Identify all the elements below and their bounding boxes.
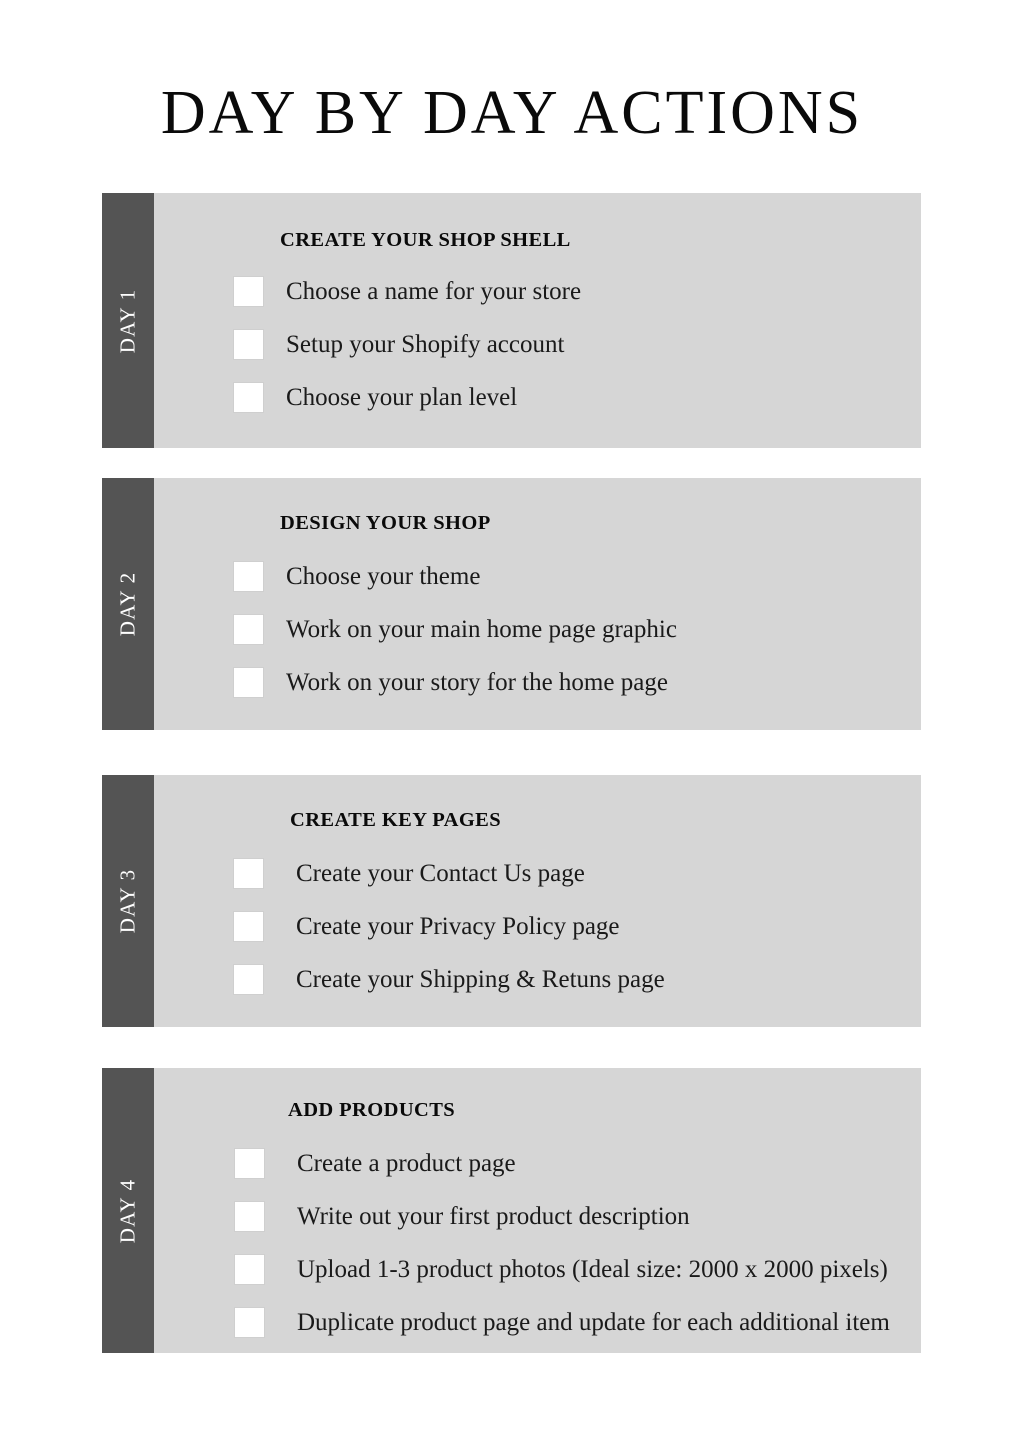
day-label-3: DAY 3 (115, 868, 140, 934)
day-panel-4 (154, 1068, 921, 1353)
checkbox-icon[interactable] (234, 1201, 265, 1232)
list-item-label: Work on your story for the home page (286, 669, 668, 696)
list-item[interactable] (233, 964, 665, 995)
day-section-1 (102, 193, 921, 448)
page-title: DAY BY DAY ACTIONS (160, 79, 864, 147)
list-item[interactable] (233, 561, 480, 592)
list-item-label: Create your Contact Us page (296, 860, 585, 887)
list-item[interactable] (234, 1148, 516, 1179)
day-section-2 (102, 478, 921, 730)
checkbox-icon[interactable] (233, 614, 264, 645)
list-item[interactable] (234, 1307, 890, 1338)
list-item-label: Choose your theme (286, 563, 481, 590)
day-label-bar-1 (102, 193, 154, 448)
list-item-label: Choose a name for your store (286, 278, 582, 305)
day-panel-3 (154, 775, 921, 1027)
checkbox-icon[interactable] (233, 667, 264, 698)
checkbox-icon[interactable] (233, 858, 264, 889)
list-item[interactable] (233, 858, 585, 889)
section-heading-2: DESIGN YOUR SHOP (280, 512, 491, 534)
list-item-label: Upload 1-3 product photos (Ideal size: 2000 x 2000 pixels) (297, 1256, 888, 1283)
list-item[interactable] (233, 382, 517, 413)
list-item-label: Work on your main home page graphic (286, 616, 677, 643)
day-label-bar-2 (102, 478, 154, 730)
list-item[interactable] (233, 614, 677, 645)
checkbox-icon[interactable] (233, 964, 264, 995)
day-panel-2 (154, 478, 921, 730)
checkbox-icon[interactable] (233, 276, 264, 307)
day-section-4 (102, 1068, 921, 1353)
checkbox-icon[interactable] (233, 911, 264, 942)
checkbox-icon[interactable] (234, 1307, 265, 1338)
day-label-bar-4 (102, 1068, 154, 1353)
list-item-label: Setup your Shopify account (286, 331, 565, 358)
section-heading-3: CREATE KEY PAGES (290, 809, 502, 831)
section-heading-1: CREATE YOUR SHOP SHELL (280, 229, 571, 251)
checkbox-icon[interactable] (234, 1148, 265, 1179)
list-item-label: Duplicate product page and update for each additional item (297, 1309, 890, 1336)
day-section-3 (102, 775, 921, 1027)
list-item-label: Create your Shipping & Retuns page (296, 966, 665, 993)
checkbox-icon[interactable] (234, 1254, 265, 1285)
list-item[interactable] (233, 667, 668, 698)
section-heading-4: ADD PRODUCTS (288, 1099, 456, 1121)
list-item[interactable] (234, 1254, 888, 1285)
day-label-4: DAY 4 (115, 1178, 140, 1243)
day-panel-1 (154, 193, 921, 448)
checkbox-icon[interactable] (233, 329, 264, 360)
list-item-label: Create your Privacy Policy page (296, 913, 620, 940)
list-item-label: Choose your plan level (286, 384, 518, 411)
day-label-2: DAY 2 (115, 571, 140, 637)
list-item-label: Create a product page (297, 1150, 516, 1177)
day-label-bar-3 (102, 775, 154, 1027)
list-item[interactable] (234, 1201, 690, 1232)
checkbox-icon[interactable] (233, 561, 264, 592)
day-label-1: DAY 1 (115, 288, 140, 353)
list-item[interactable] (233, 276, 581, 307)
list-item[interactable] (233, 911, 620, 942)
checkbox-icon[interactable] (233, 382, 264, 413)
list-item[interactable] (233, 329, 564, 360)
list-item-label: Write out your first product description (297, 1203, 690, 1230)
